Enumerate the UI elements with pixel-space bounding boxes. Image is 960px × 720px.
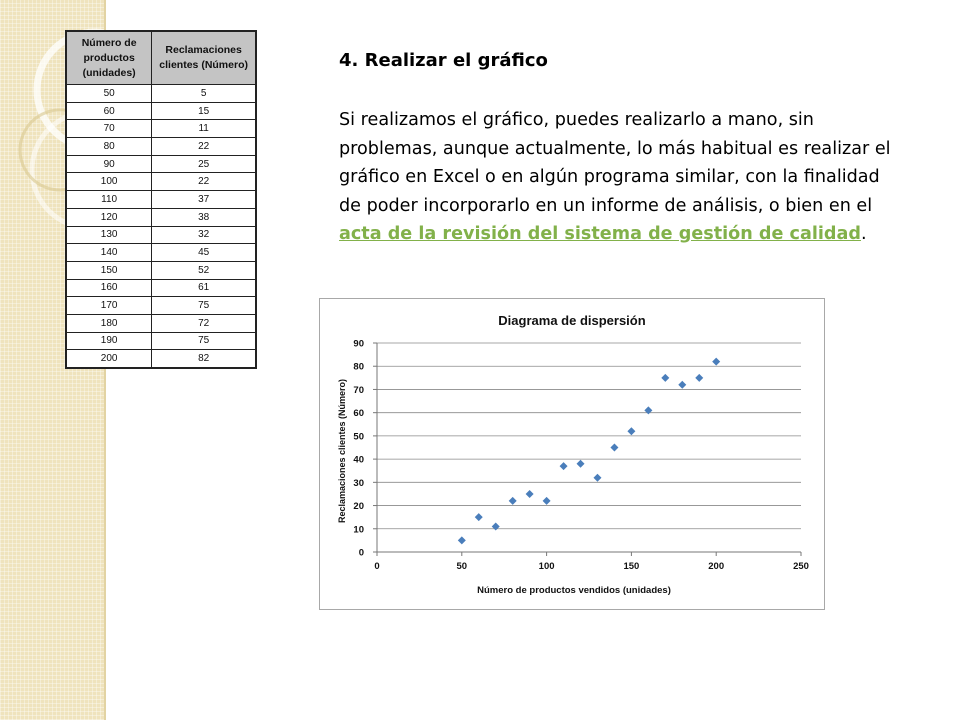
- cell-products: 200: [66, 350, 152, 368]
- table-row: [66, 297, 256, 315]
- quality-review-link[interactable]: acta de la revisión del sistema de gestión de calidad: [339, 224, 861, 244]
- y-tick-label: 10: [353, 524, 364, 536]
- cell-products: 120: [66, 208, 152, 226]
- table-row: [66, 102, 256, 120]
- cell-complaints: 52: [152, 261, 256, 279]
- table-row: [66, 191, 256, 209]
- scatter-point: [644, 406, 652, 414]
- table-row: [66, 244, 256, 262]
- cell-products: 100: [66, 173, 152, 191]
- cell-complaints: 72: [152, 314, 256, 332]
- y-tick-label: 40: [353, 454, 364, 466]
- cell-products: 80: [66, 138, 152, 156]
- cell-complaints: 37: [152, 191, 256, 209]
- cell-products: 70: [66, 120, 152, 138]
- cell-complaints: 5: [152, 85, 256, 103]
- cell-complaints: 22: [152, 138, 256, 156]
- table-row: [66, 138, 256, 156]
- y-tick-label: 50: [353, 431, 364, 443]
- chart-title: Diagrama de dispersión: [498, 313, 646, 328]
- cell-products: 180: [66, 314, 152, 332]
- paragraph-end: .: [860, 224, 867, 244]
- table-row: [66, 85, 256, 103]
- y-tick-label: 30: [353, 477, 364, 489]
- scatter-point: [678, 381, 686, 389]
- scatter-point: [543, 497, 551, 505]
- cell-complaints: 25: [152, 155, 256, 173]
- x-tick-label: 200: [708, 561, 725, 572]
- table-row: [66, 155, 256, 173]
- table-header-products: Número de productos (unidades): [66, 31, 152, 85]
- x-tick-label: 150: [623, 561, 640, 572]
- scatter-point: [610, 444, 618, 452]
- scatter-point: [475, 513, 483, 521]
- cell-products: 90: [66, 155, 152, 173]
- cell-complaints: 75: [152, 332, 256, 350]
- table-row: [66, 314, 256, 332]
- table-row: [66, 208, 256, 226]
- scatter-point: [627, 427, 635, 435]
- cell-products: 150: [66, 261, 152, 279]
- y-axis-label: Reclamaciones clientes (Número): [337, 378, 347, 524]
- x-axis-label: Número de productos vendidos (unidades): [477, 585, 671, 596]
- x-tick-label: 250: [793, 561, 809, 572]
- cell-complaints: 15: [152, 102, 256, 120]
- scatter-point: [661, 374, 669, 382]
- table-header-row: [66, 31, 256, 85]
- cell-products: 190: [66, 332, 152, 350]
- x-tick-label: 0: [374, 561, 380, 572]
- scatter-point: [526, 490, 534, 498]
- scatter-point: [560, 462, 568, 470]
- body-paragraph: [339, 106, 899, 249]
- scatter-point: [492, 522, 500, 530]
- table-row: [66, 226, 256, 244]
- table-header-complaints: Reclamaciones clientes (Número): [152, 31, 256, 85]
- section-heading: 4. Realizar el gráfico: [339, 50, 548, 71]
- cell-complaints: 82: [152, 350, 256, 368]
- scatter-chart: [320, 299, 824, 609]
- cell-complaints: 75: [152, 297, 256, 315]
- y-tick-label: 0: [358, 547, 364, 559]
- data-table: [65, 30, 257, 369]
- table-row: [66, 120, 256, 138]
- y-tick-label: 80: [353, 361, 364, 373]
- axis-layer: [377, 343, 801, 552]
- tick-layer: [353, 339, 809, 573]
- scatter-point: [695, 374, 703, 382]
- table-row: [66, 350, 256, 368]
- cell-complaints: 61: [152, 279, 256, 297]
- cell-products: 110: [66, 191, 152, 209]
- scatter-point: [577, 460, 585, 468]
- table-row: [66, 332, 256, 350]
- cell-complaints: 45: [152, 244, 256, 262]
- cell-products: 160: [66, 279, 152, 297]
- cell-products: 50: [66, 85, 152, 103]
- scatter-chart-frame: [319, 298, 825, 610]
- x-tick-label: 50: [456, 561, 468, 572]
- cell-products: 130: [66, 226, 152, 244]
- table-body: [66, 85, 256, 369]
- scatter-point: [593, 474, 601, 482]
- point-layer: [458, 358, 720, 545]
- cell-products: 140: [66, 244, 152, 262]
- grid-layer: [377, 343, 801, 529]
- y-tick-label: 90: [353, 338, 364, 350]
- table-row: [66, 173, 256, 191]
- table-row: [66, 261, 256, 279]
- scatter-point: [712, 358, 720, 366]
- scatter-point: [458, 536, 466, 544]
- y-tick-label: 60: [353, 408, 364, 420]
- cell-complaints: 22: [152, 173, 256, 191]
- scatter-point: [509, 497, 517, 505]
- cell-complaints: 38: [152, 208, 256, 226]
- cell-complaints: 11: [152, 120, 256, 138]
- paragraph-text: Si realizamos el gráfico, puedes realizarlo a mano, sin problemas, aunque actualmente, lo más habitual es realizar el gráfico en Excel o en algún programa similar, con la finalidad de poder incorporarlo en un informe de análisis, o bien en el: [339, 110, 891, 216]
- x-tick-label: 100: [538, 561, 555, 572]
- y-tick-label: 70: [353, 384, 364, 396]
- table-row: [66, 279, 256, 297]
- cell-products: 170: [66, 297, 152, 315]
- y-tick-label: 20: [353, 501, 364, 513]
- cell-products: 60: [66, 102, 152, 120]
- cell-complaints: 32: [152, 226, 256, 244]
